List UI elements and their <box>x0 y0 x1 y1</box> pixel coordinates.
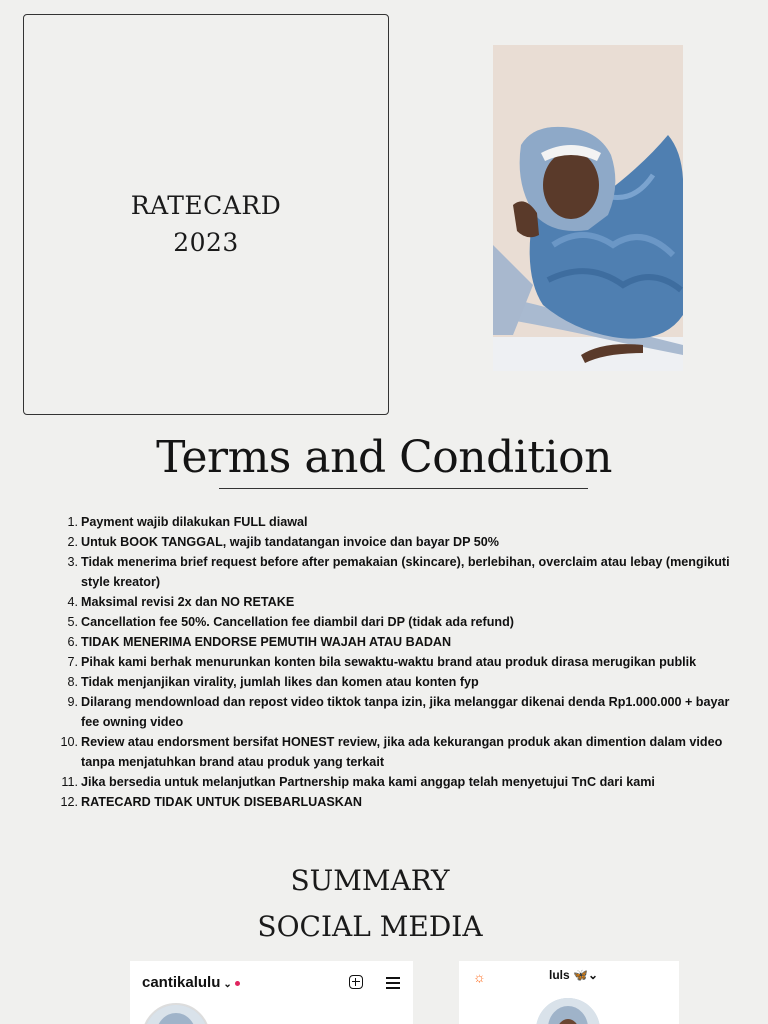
term-item <box>60 672 750 692</box>
instagram-username: cantikalulu <box>142 974 221 991</box>
term-number: 3. <box>67 555 78 569</box>
instagram-screenshot <box>130 961 413 1024</box>
ratecard-year: 2023 <box>173 228 239 257</box>
notification-dot-icon <box>235 981 240 986</box>
summary-heading <box>0 858 740 950</box>
term-item <box>60 632 750 652</box>
model-photo <box>493 45 683 371</box>
instagram-avatar <box>142 1003 210 1024</box>
term-text: Review atau endorsment bersifat HONEST review, jika ada kekurangan produk akan dimention dalam video tanpa menjatuhkan brand atau produk yang terkait <box>81 735 723 769</box>
term-text: TIDAK MENERIMA ENDORSE PEMUTIH WAJAH ATAU BADAN <box>81 635 452 649</box>
term-number: 4. <box>67 595 78 609</box>
term-number: 11. <box>61 775 78 789</box>
term-item <box>60 512 750 532</box>
term-text: Jika bersedia untuk melanjutkan Partnership maka kami anggap telah menyetujui TnC dari kami <box>81 775 655 789</box>
term-number: 2. <box>67 535 78 549</box>
butterfly-icon: 🦋 <box>573 968 588 982</box>
sparkle-icon: ☼ <box>473 969 486 985</box>
tiktok-screenshot <box>459 961 679 1024</box>
heading-divider <box>219 488 588 489</box>
instagram-username-switcher[interactable] <box>142 974 240 991</box>
summary-line-1: SUMMARY <box>290 864 450 897</box>
term-item <box>60 552 750 592</box>
term-number: 1. <box>67 515 78 529</box>
term-text: Pihak kami berhak menurunkan konten bila sewaktu-waktu brand atau produk dirasa merugikan publik <box>81 655 697 669</box>
tiktok-avatar <box>536 998 600 1024</box>
add-post-icon[interactable] <box>349 975 363 989</box>
term-item <box>60 532 750 552</box>
term-number: 12. <box>60 795 78 809</box>
term-text: Untuk BOOK TANGGAL, wajib tandatangan invoice dan bayar DP 50% <box>81 535 499 549</box>
term-text: Payment wajib dilakukan FULL diawal <box>81 515 308 529</box>
avatar-illustration <box>144 1005 208 1024</box>
terms-list <box>60 512 750 812</box>
term-number: 9. <box>67 695 78 709</box>
term-item <box>60 772 750 792</box>
term-text: Tidak menjanjikan virality, jumlah likes dan komen atau konten fyp <box>81 675 479 689</box>
chevron-down-icon: ⌄ <box>223 979 232 990</box>
term-number: 10. <box>60 735 78 749</box>
model-photo-illustration <box>493 45 683 371</box>
ratecard-title-text: RATECARD <box>130 191 282 220</box>
term-item <box>60 792 750 812</box>
tiktok-username: luls <box>549 968 570 982</box>
avatar-illustration <box>536 998 600 1024</box>
term-item <box>60 592 750 612</box>
term-item <box>60 692 750 732</box>
term-item <box>60 652 750 672</box>
summary-line-2: SOCIAL MEDIA <box>257 910 483 943</box>
term-text: Maksimal revisi 2x dan NO RETAKE <box>81 595 295 609</box>
term-number: 7. <box>67 655 78 669</box>
tiktok-username-switcher[interactable] <box>549 968 598 982</box>
ratecard-title <box>24 187 388 261</box>
term-text: Cancellation fee 50%. Cancellation fee diambil dari DP (tidak ada refund) <box>81 615 514 629</box>
term-text: Tidak menerima brief request before after pemakaian (skincare), berlebihan, overclaim atau lebay (mengikuti style kreator) <box>81 555 730 589</box>
term-number: 8. <box>67 675 78 689</box>
term-number: 5. <box>67 615 78 629</box>
terms-heading: Terms and Condition <box>156 432 612 483</box>
ratecard-frame <box>23 14 389 415</box>
term-item <box>60 732 750 772</box>
menu-icon[interactable] <box>386 977 400 989</box>
term-text: Dilarang mendownload dan repost video tiktok tanpa izin, jika melanggar dikenai denda Rp1.000.000 + bayar fee owning video <box>81 695 730 729</box>
term-item <box>60 612 750 632</box>
term-number: 6. <box>67 635 78 649</box>
term-text: RATECARD TIDAK UNTUK DISEBARLUASKAN <box>81 795 363 809</box>
chevron-down-icon: ⌄ <box>587 968 599 982</box>
